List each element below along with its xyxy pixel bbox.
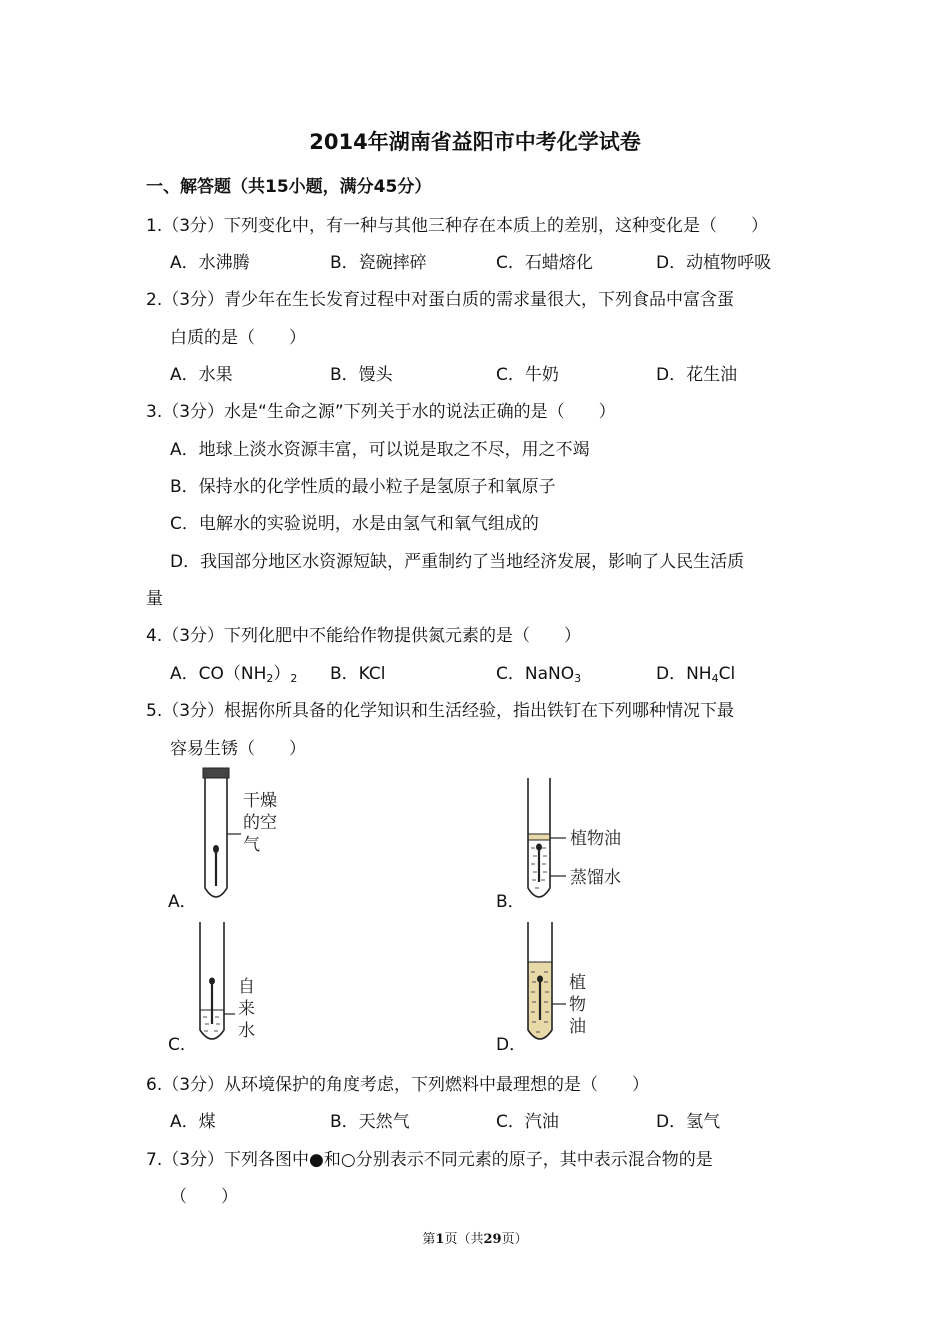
question-3-option-c: C．电解水的实验说明，水是由氢气和氧气组成的 [170, 514, 539, 534]
figure-a-text-1: 干燥 [243, 791, 277, 811]
figure-b-text-water: 蒸馏水 [570, 868, 621, 888]
footer-total-pages: 29 [483, 1232, 502, 1247]
question-3-option-a: A．地球上淡水资源丰富，可以说是取之不尽，用之不竭 [170, 440, 590, 460]
question-6-option-d: D．氢气 [656, 1112, 721, 1132]
figure-b-label: B． [496, 892, 525, 912]
nail-head [536, 844, 542, 851]
page-title: 2014年湖南省益阳市中考化学试卷 [309, 130, 641, 154]
question-1-option-b: B．瓷碗摔碎 [330, 253, 427, 273]
question-6-stem: 6.（3分）从环境保护的角度考虑，下列燃料中最理想的是（ ） [146, 1075, 650, 1095]
option-a-text-2: ） [273, 664, 291, 684]
figure-b-text-oil: 植物油 [570, 829, 621, 849]
question-3-option-b: B．保持水的化学性质的最小粒子是氢原子和氧原子 [170, 477, 556, 497]
nail-head [213, 845, 219, 853]
figure-c-text-3: 水 [238, 1021, 255, 1041]
question-4-stem: 4.（3分）下列化肥中不能给作物提供氮元素的是（ ） [146, 626, 582, 646]
question-1-option-d: D．动植物呼吸 [656, 253, 772, 273]
figure-d-text-2: 物 [569, 995, 586, 1015]
section-heading: 一、解答题（共15小题，满分45分） [146, 177, 432, 197]
question-5-stem-line1: 5.（3分）根据你所具备的化学知识和生活经验，指出铁钉在下列哪种情况下最 [146, 701, 735, 721]
figure-c-text-1: 自 [238, 977, 255, 997]
question-3-option-d-line1: D．我国部分地区水资源短缺，严重制约了当地经济发展，影响了人民生活质 [170, 552, 745, 572]
figure-a-text-2: 的空 [243, 813, 277, 833]
option-c-text: C．NaNO [496, 664, 575, 684]
figure-d-text-3: 油 [569, 1017, 586, 1037]
figure-d-text-1: 植 [569, 973, 586, 993]
subscript: 3 [574, 672, 582, 685]
question-6-option-a: A．煤 [170, 1112, 216, 1132]
figure-d-label: D． [496, 1035, 527, 1055]
subscript: 4 [711, 672, 719, 685]
question-2-option-a: A．水果 [170, 365, 233, 385]
figure-c-text-2: 来 [238, 999, 255, 1019]
footer-mid: 页（共 [444, 1232, 484, 1247]
question-4-option-b: B．KCl [330, 664, 386, 684]
subscript: 2 [290, 672, 298, 685]
option-d-text-2: Cl [718, 664, 736, 684]
question-2-option-d: D．花生油 [656, 365, 738, 385]
question-2-stem-line2: 白质的是（ ） [170, 328, 306, 348]
figure-c-label: C． [168, 1035, 197, 1055]
footer-post: 页） [501, 1232, 528, 1247]
page-footer [0, 1228, 950, 1247]
question-4-option-d [656, 659, 735, 685]
oil-layer [529, 834, 549, 840]
question-5-stem-line2: 容易生锈（ ） [170, 739, 306, 759]
question-4-option-c [496, 659, 581, 685]
figure-a-text-3: 气 [243, 835, 260, 855]
footer-pre: 第 [422, 1232, 436, 1247]
question-7-stem-line2: （ ） [170, 1187, 238, 1207]
subscript: 2 [266, 672, 274, 685]
question-2-stem-line1: 2.（3分）青少年在生长发育过程中对蛋白质的需求量很大，下列食品中富含蛋 [146, 290, 735, 310]
figure-c-test-tube [195, 920, 285, 1055]
question-2-option-b: B．馒头 [330, 365, 393, 385]
stopper [203, 768, 229, 778]
question-7-stem: 7.（3分）下列各图中●和○分别表示不同元素的原子，其中表示混合物的是 [146, 1150, 713, 1170]
question-2-option-c: C．牛奶 [496, 365, 559, 385]
figure-a-label: A． [168, 892, 197, 912]
question-1-option-a: A．水沸腾 [170, 253, 250, 273]
question-4-option-a [170, 659, 297, 685]
question-3-option-d-line2: 量 [146, 589, 163, 609]
footer-page-number: 1 [435, 1232, 445, 1247]
question-3-stem: 3.（3分）水是“生命之源”下列关于水的说法正确的是（ ） [146, 402, 616, 422]
option-d-text: D．NH [656, 664, 712, 684]
figure-d-test-tube [522, 920, 612, 1055]
question-6-option-c: C．汽油 [496, 1112, 559, 1132]
nail-head [209, 978, 215, 985]
figure-b-test-tube [520, 776, 660, 916]
question-1-option-c: C．石蜡熔化 [496, 253, 593, 273]
figure-a-test-tube [195, 764, 305, 914]
question-6-option-b: B．天然气 [330, 1112, 410, 1132]
option-a-text: A．CO（NH [170, 664, 267, 684]
question-1-stem: 1.（3分）下列变化中，有一种与其他三种存在本质上的差别，这种变化是（ ） [146, 216, 769, 236]
nail-head [537, 976, 543, 983]
